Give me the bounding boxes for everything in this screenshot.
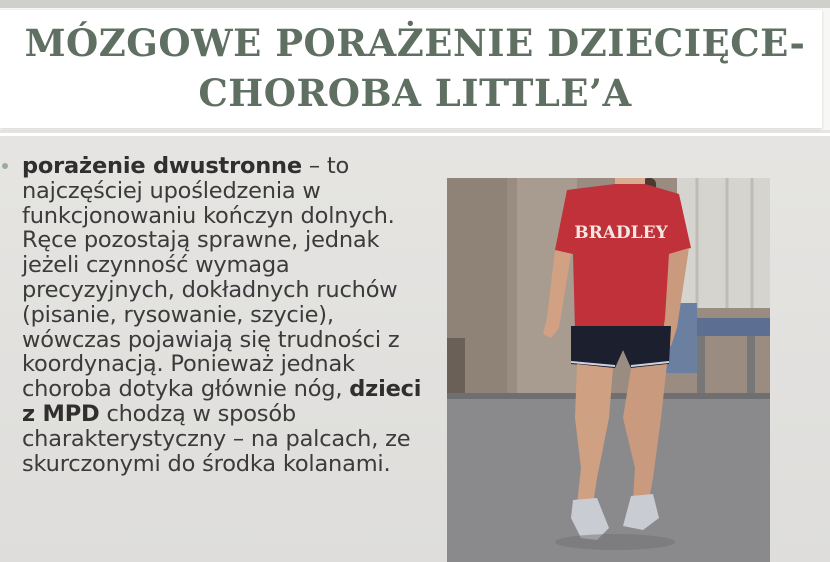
photo-shirt-text: BRADLEY	[574, 223, 668, 243]
text-segment-2: chodzą w sposób charakterystyczny – na palcach, ze skurczonymi do środka kolanami.	[22, 400, 411, 477]
slide-title	[0, 18, 830, 118]
bullet-dot-icon	[2, 163, 8, 169]
bold-term-mpd: dzieci z MPD	[22, 376, 422, 427]
top-strip	[0, 0, 830, 8]
title-divider	[0, 133, 830, 136]
photo-girl-walking	[447, 178, 770, 562]
photo-illustration	[447, 178, 770, 562]
title-line-1: MÓZGOWE PORAŻENIE DZIECIĘCE-	[24, 21, 806, 65]
title-line-2: CHOROBA LITTLE’A	[198, 71, 632, 115]
photo-curtain	[677, 178, 770, 308]
photo-shadow	[555, 534, 675, 550]
bold-term: porażenie dwustronne	[22, 153, 302, 179]
text-segment-1: – to najczęściej upośledzenia w funkcjonowaniu kończyn dolnych. Ręce pozostają sprawne, jednak jeżeli czynność wymaga precyzyjnych, dokładnych ruchów (pisanie, rysowanie, szycie), wówczas pojawiają się trudności z koordynacją. Ponieważ jednak choroba dotyka głównie nóg,	[22, 153, 400, 403]
photo-box-left	[447, 338, 465, 398]
bullet-text	[22, 154, 422, 476]
